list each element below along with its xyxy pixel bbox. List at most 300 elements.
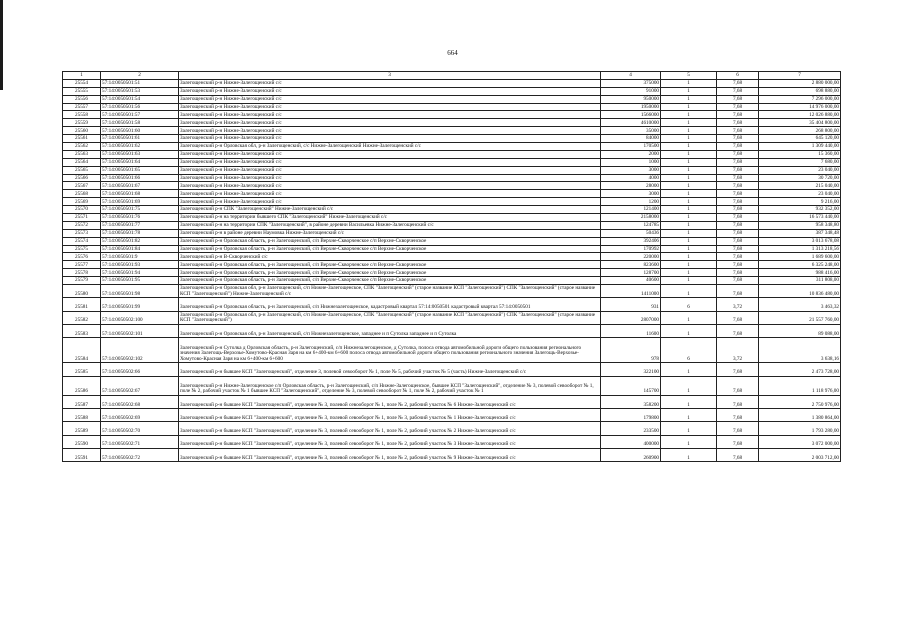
value-cell: 988 416,00 [759,269,841,277]
value-cell: 311 808,00 [759,277,841,285]
share-cell: 1 [661,206,717,214]
value-cell: 10 836 480,00 [759,285,841,298]
share-cell: 1 [661,237,717,245]
cadastral-number: 57:14:0050501:75 [101,206,179,214]
cadastral-number: 57:14:0050501:77 [101,221,179,229]
rate-cell: 7,68 [717,221,759,229]
row-number: 25558 [63,111,101,119]
column-header: 7 [759,72,841,80]
address-cell: Залегощенский р-н Орловская обл, р-н Залегощенский, с/п Нижнезалегощенское, западнее и п Сутолка западнее и п Сутолка [179,324,601,337]
area-cell: 978 [601,338,661,363]
value-cell: 2 003 712,00 [759,449,841,462]
share-cell: 1 [661,363,717,376]
share-cell: 1 [661,87,717,95]
area-cell: 170500 [601,143,661,151]
table-row [63,206,841,214]
cadastral-number: 57:14:0050501:84 [101,245,179,253]
cadastral-number: 57:14:0050501:65 [101,166,179,174]
address-cell: Залегощенский р-н Орловская обл, р-н Залегощенский, с/п Нижне-Залегощенское, СПК "Залегощенский" (старое название КСП "Залегощенский") СПК "Залегощенский" (старое название КСП "Залегощенский") Нижне-Залегощенский с/с [179,285,601,298]
area-cell: 1000 [601,158,661,166]
cadastral-number: 57:14:0050501:69 [101,198,179,206]
cadastral-number: 57:14:0050501:57 [101,111,179,119]
cadastral-number: 57:14:0050502:70 [101,422,179,435]
row-number: 25580 [63,285,101,298]
row-number: 25555 [63,87,101,95]
value-cell: 958 348,80 [759,221,841,229]
table-header-row [63,72,841,80]
address-cell: Залегощенский р-н Нижне-Залегощенский с/с [179,198,601,206]
row-number: 25569 [63,198,101,206]
rate-cell: 7,68 [717,95,759,103]
row-number: 25576 [63,253,101,261]
table-row [63,285,841,298]
row-number: 25583 [63,324,101,337]
rate-cell: 7,68 [717,135,759,143]
share-cell: 1 [661,449,717,462]
table-row [63,150,841,158]
table-row [63,422,841,435]
value-cell: 2 473 728,00 [759,363,841,376]
area-cell: 1200 [601,198,661,206]
page-edge-mark [0,0,3,90]
table-row [63,277,841,285]
value-cell: 12 026 880,00 [759,111,841,119]
rate-cell: 7,68 [717,87,759,95]
cadastral-number: 57:14:0050501:9 [101,253,179,261]
cadastral-number: 57:14:0050501:56 [101,103,179,111]
share-cell: 1 [661,119,717,127]
area-cell: 3000 [601,166,661,174]
row-number: 25573 [63,229,101,237]
value-cell: 6 325 248,00 [759,261,841,269]
table-row [63,395,841,408]
value-cell: 3 463,32 [759,298,841,311]
address-cell: Залегощенский р-н Нижне-Залегощенский с/с [179,158,601,166]
value-cell: 23 040,00 [759,190,841,198]
share-cell: 1 [661,261,717,269]
value-cell: 35 404 800,00 [759,119,841,127]
area-cell: 220000 [601,253,661,261]
area-cell: 1566000 [601,111,661,119]
value-cell: 268 800,00 [759,127,841,135]
table-row [63,190,841,198]
value-cell: 2 880 000,00 [759,79,841,87]
table-row [63,174,841,182]
address-cell: Залегощенский р-н бывшее КСП "Залегощенский", отделение № 3, полевой севооборот № 1, поле № 2, рабочий участок № 3 Нижне-Залегощенский с/с [179,435,601,448]
value-cell: 3 072 000,00 [759,435,841,448]
address-cell: Залегощенский р-н Орловская обл, р-н Залегощенский, с/с Нижне-Залегощенский Нижне-Залегощенский с/с [179,143,601,151]
row-number: 25571 [63,214,101,222]
rate-cell: 3,72 [717,298,759,311]
area-cell: 375000 [601,79,661,87]
row-number: 25578 [63,269,101,277]
share-cell: 1 [661,182,717,190]
cadastral-number: 57:14:0050501:51 [101,79,179,87]
table-row [63,143,841,151]
address-cell: Залегощенский р-н Нижне-Залегощенский с/с [179,79,601,87]
share-cell: 1 [661,143,717,151]
share-cell: 1 [661,127,717,135]
value-cell: 215 040,00 [759,182,841,190]
share-cell: 6 [661,338,717,363]
row-number: 25586 [63,376,101,395]
address-cell: Залегощенский р-н Орловская область, р-н Залегощенский, с/п Верхне-Скворченское с/п Верхне-Скворченское [179,261,601,269]
rate-cell: 7,68 [717,103,759,111]
row-number: 25581 [63,298,101,311]
rate-cell: 7,68 [717,269,759,277]
address-cell: Залегощенский р-н на территории СПК "Залегощенский", в районе деревни Васильевка Нижне-Залегощенский с/с [179,221,601,229]
page-number: 664 [447,49,458,57]
rate-cell: 7,68 [717,127,759,135]
share-cell: 1 [661,376,717,395]
table-row [63,103,841,111]
table-row [63,409,841,422]
row-number: 25567 [63,182,101,190]
cadastral-number: 57:14:0050501:58 [101,119,179,127]
row-number: 25570 [63,206,101,214]
table-row [63,449,841,462]
value-cell: 1 689 600,00 [759,253,841,261]
address-cell: Залегощенский р-н Нижне-Залегощенский с/с [179,135,601,143]
share-cell: 1 [661,285,717,298]
share-cell: 1 [661,174,717,182]
value-cell: 2 750 976,00 [759,395,841,408]
share-cell: 1 [661,190,717,198]
address-cell: Залегощенский р-н Нижне-Залегощенский с/с [179,166,601,174]
column-header: 1 [63,72,101,80]
table-row [63,214,841,222]
table-row [63,324,841,337]
value-cell: 698 880,00 [759,87,841,95]
rate-cell: 7,68 [717,214,759,222]
area-cell: 950000 [601,95,661,103]
table-row [63,363,841,376]
cadastral-number: 57:14:0050501:63 [101,150,179,158]
table-row [63,111,841,119]
table-row [63,298,841,311]
table-row [63,338,841,363]
address-cell: Залегощенский р-н бывшее КСП "Залегощенский", отделение 3, полевой севооборот № 1, поле № 5, рабочий участок № 5 (часть) Нижне-Залегощенский с/с [179,363,601,376]
value-cell: 1 380 864,00 [759,409,841,422]
column-header: 6 [717,72,759,80]
address-cell: Залегощенский р-н Нижне-Залегощенский с/с [179,190,601,198]
cadastral-number: 57:14:0050501:64 [101,158,179,166]
rate-cell: 7,68 [717,190,759,198]
address-cell: Залегощенский р-н Нижне-Залегощенский с/с [179,103,601,111]
row-number: 25572 [63,221,101,229]
area-cell: 84000 [601,135,661,143]
cadastral-number: 57:14:0050501:61 [101,135,179,143]
area-cell: 2158000 [601,214,661,222]
area-cell: 4000 [601,174,661,182]
share-cell: 1 [661,198,717,206]
table-row [63,435,841,448]
cadastral-number: 57:14:0050501:53 [101,87,179,95]
share-cell: 1 [661,253,717,261]
share-cell: 1 [661,111,717,119]
table-row [63,166,841,174]
address-cell: Залегощенский р-н бывшее КСП "Залегощенский", отделение № 3, полевой севооборот № 1, поле № 2, рабочий участок № 2 Нижне-Залегощенский с/с [179,422,601,435]
cadastral-number: 57:14:0050502:72 [101,449,179,462]
address-cell: Залегощенский р-н Нижне-Залегощенский с/с [179,111,601,119]
rate-cell: 7,68 [717,182,759,190]
share-cell: 1 [661,95,717,103]
table-row [63,119,841,127]
value-cell: 387 348,48 [759,229,841,237]
share-cell: 1 [661,269,717,277]
area-cell: 358200 [601,395,661,408]
address-cell: Залегощенский р-н Орловская область, р-н Залегощенский, с/п Верхне-Скворченское с/п Верхне-Скворченское [179,245,601,253]
address-cell: Залегощенский р-н Нижне-Залегощенский с/с [179,95,601,103]
share-cell: 1 [661,135,717,143]
share-cell: 1 [661,324,717,337]
share-cell: 1 [661,158,717,166]
row-number: 25584 [63,338,101,363]
cadastral-number: 57:14:0050501:94 [101,269,179,277]
rate-cell: 7,68 [717,449,759,462]
rate-cell: 7,68 [717,261,759,269]
address-cell: Залегощенский р-н Нижне-Залегощенский с/с [179,87,601,95]
column-header: 4 [601,72,661,80]
address-cell: Залегощенский р-н бывшее КСП "Залегощенский", отделение № 3, полевой севооборот № 1, поле № 2, рабочий участок № 9 Нижне-Залегощенский с/с [179,449,601,462]
area-cell: 124785 [601,221,661,229]
share-cell: 1 [661,422,717,435]
share-cell: 1 [661,409,717,422]
rate-cell: 7,68 [717,363,759,376]
row-number: 25585 [63,363,101,376]
cadastral-number: 57:14:0050502:68 [101,395,179,408]
cadastral-number: 57:14:0050502:100 [101,311,179,324]
cadastral-number: 57:14:0050501:98 [101,285,179,298]
cadastral-number: 57:14:0050502:71 [101,435,179,448]
row-number: 25559 [63,119,101,127]
table-row [63,269,841,277]
row-number: 25589 [63,422,101,435]
row-number: 25574 [63,237,101,245]
table-body [63,72,841,462]
share-cell: 1 [661,311,717,324]
column-header: 2 [101,72,179,80]
table-row [63,245,841,253]
row-number: 25556 [63,95,101,103]
rate-cell: 7,68 [717,229,759,237]
value-cell: 15 360,00 [759,150,841,158]
cadastral-number: 57:14:0050502:67 [101,376,179,395]
rate-cell: 7,68 [717,111,759,119]
address-cell: Залегощенский р-н Нижне-Залегощенский с/с [179,127,601,135]
rate-cell: 7,68 [717,79,759,87]
share-cell: 1 [661,103,717,111]
cadastral-number: 57:14:0050501:60 [101,127,179,135]
share-cell: 1 [661,435,717,448]
cadastral-number: 57:14:0050501:93 [101,261,179,269]
area-cell: 931 [601,298,661,311]
table-row [63,127,841,135]
cadastral-number: 57:14:0050502:101 [101,324,179,337]
row-number: 25554 [63,79,101,87]
area-cell: 50436 [601,229,661,237]
row-number: 25560 [63,127,101,135]
value-cell: 30 720,00 [759,174,841,182]
address-cell: Залегощенский р-н В-Скворченский с/с [179,253,601,261]
cadastral-number: 57:14:0050502:102 [101,338,179,363]
address-cell: Залегощенский р-н Нижне-Залегощенский с/с [179,119,601,127]
value-cell: 9 216,00 [759,198,841,206]
area-cell: 121400 [601,206,661,214]
cadastral-number: 57:14:0050502:66 [101,363,179,376]
share-cell: 1 [661,245,717,253]
area-cell: 11600 [601,324,661,337]
address-cell: Залегощенский р-н Орловская область, р-н Залегощенский, с/п Верхне-Скворченское с/п Верхне-Скворченское [179,269,601,277]
cadastral-number: 57:14:0050501:54 [101,95,179,103]
address-cell: Залегощенский р-н Сутолка д Орловская область, р-н Залегощенский, с/п Нижнезалегощенское, д Сутолка, полоса отвода автомобильной дороги общего пользования регионального значения Залегощь-Верхозье-Хомутово-Красная Заря на км 6+400-км 6+600 полоса отвода автомобильной дороги общего пользования регионального значения Залегощь-Верхозье-Хомутово-Красная Заря на км 6+400-км 6+600 [179,338,601,363]
rate-cell: 7,68 [717,198,759,206]
row-number: 25588 [63,409,101,422]
row-number: 25562 [63,143,101,151]
column-header: 3 [179,72,601,80]
rate-cell: 7,68 [717,422,759,435]
area-cell: 3000 [601,190,661,198]
address-cell: Залегощенский р-н Нижне-Залегощенский с/с [179,150,601,158]
share-cell: 1 [661,277,717,285]
area-cell: 260900 [601,449,661,462]
share-cell: 1 [661,166,717,174]
value-cell: 1 309 440,00 [759,143,841,151]
value-cell: 1 118 976,00 [759,376,841,395]
cadastral-number: 57:14:0050501:76 [101,214,179,222]
table-row [63,198,841,206]
value-cell: 14 976 000,00 [759,103,841,111]
area-cell: 170992 [601,245,661,253]
area-cell: 35000 [601,127,661,135]
area-cell: 28000 [601,182,661,190]
row-number: 25590 [63,435,101,448]
table-row [63,135,841,143]
rate-cell: 7,68 [717,119,759,127]
address-cell: Залегощенский р-н Нижне-Залегощенское с/п Орловская область, р-н Залегощенский, с/п Нижне-Залегощенское, бывшее КСП "Залегощенский", отделение № 3, полевой севооборот № 1, поле № 2, рабочий участок № 1 бывшее КСП "Залегощенский", отделение № 3, полевой севооборот № 1, поле № 2, рабочий участок № 1 [179,376,601,395]
area-cell: 145700 [601,376,661,395]
row-number: 25568 [63,190,101,198]
area-cell: 40600 [601,277,661,285]
area-cell: 392406 [601,237,661,245]
rate-cell: 7,68 [717,174,759,182]
share-cell: 1 [661,395,717,408]
value-cell: 645 120,00 [759,135,841,143]
row-number: 25582 [63,311,101,324]
table-row [63,158,841,166]
cadastral-number: 57:14:0050501:66 [101,174,179,182]
cadastral-number: 57:14:0050501:78 [101,229,179,237]
value-cell: 3 013 678,08 [759,237,841,245]
share-cell: 6 [661,298,717,311]
row-number: 25591 [63,449,101,462]
cadastral-number: 57:14:0050501:67 [101,182,179,190]
area-cell: 179800 [601,409,661,422]
row-number: 25566 [63,174,101,182]
area-cell: 128700 [601,269,661,277]
table-row [63,229,841,237]
share-cell: 1 [661,221,717,229]
row-number: 25579 [63,277,101,285]
table-row [63,221,841,229]
cadastral-number: 57:14:0050501:68 [101,190,179,198]
table-row [63,253,841,261]
column-header: 5 [661,72,717,80]
row-number: 25564 [63,158,101,166]
address-cell: Залегощенский р-н Нижне-Залегощенский с/с [179,174,601,182]
row-number: 25561 [63,135,101,143]
address-cell: Залегощенский р-н бывшее КСП "Залегощенский", отделение № 3, полевой севооборот № 1, поле № 3, рабочий участок № 1 Нижне-Залегощенский с/с [179,409,601,422]
value-cell: 7 680,00 [759,158,841,166]
address-cell: Залегощенский р-н Нижне-Залегощенский с/с [179,182,601,190]
table-row [63,376,841,395]
rate-cell: 7,68 [717,143,759,151]
share-cell: 1 [661,214,717,222]
rate-cell: 7,68 [717,409,759,422]
rate-cell: 7,68 [717,150,759,158]
row-number: 25557 [63,103,101,111]
rate-cell: 7,68 [717,311,759,324]
rate-cell: 7,68 [717,166,759,174]
address-cell: Залегощенский р-н Орловская область, р-н Залегощенский, с/п Верхне-Скворченское с/п Верхне-Скворченское [179,277,601,285]
value-cell: 23 040,00 [759,166,841,174]
area-cell: 1950000 [601,103,661,111]
cadastral-number: 57:14:0050501:82 [101,237,179,245]
table-row [63,237,841,245]
table-row [63,261,841,269]
cadastral-table [62,71,841,462]
area-cell: 2807000 [601,311,661,324]
table-row [63,95,841,103]
cadastral-number: 57:14:0050501:99 [101,298,179,311]
area-cell: 91000 [601,87,661,95]
table-row [63,79,841,87]
value-cell: 16 573 440,00 [759,214,841,222]
rate-cell: 7,68 [717,245,759,253]
value-cell: 3 638,16 [759,338,841,363]
row-number: 25577 [63,261,101,269]
address-cell: Залегощенский р-н СПК "Залегощенский" Нижне-Залегощенский с/с [179,206,601,214]
value-cell: 7 296 000,00 [759,95,841,103]
area-cell: 233500 [601,422,661,435]
share-cell: 1 [661,150,717,158]
share-cell: 1 [661,229,717,237]
value-cell: 1 313 218,56 [759,245,841,253]
table-row [63,311,841,324]
area-cell: 322100 [601,363,661,376]
rate-cell: 7,68 [717,376,759,395]
rate-cell: 7,68 [717,253,759,261]
value-cell: 89 088,00 [759,324,841,337]
address-cell: Залегощенский р-н на территории бывшего СПК "Залегощенский" Нижне-Залегощенский с/с [179,214,601,222]
value-cell: 1 793 280,00 [759,422,841,435]
row-number: 25563 [63,150,101,158]
address-cell: Залегощенский р-н в районе деревни Наумовка Нижне-Залегощенский с/с [179,229,601,237]
rate-cell: 7,68 [717,285,759,298]
address-cell: Залегощенский р-н бывшее КСП "Залегощенский", отделение № 3, полевой севооборот № 1, поле № 2, рабочий участок № 6 Нижне-Залегощенский с/с [179,395,601,408]
rate-cell: 7,68 [717,206,759,214]
cadastral-number: 57:14:0050501:95 [101,277,179,285]
area-cell: 823600 [601,261,661,269]
address-cell: Залегощенский р-н Орловская область, р-н Залегощенский, с/п Верхне-Скворченское с/п Верхне-Скворченское [179,237,601,245]
rate-cell: 7,68 [717,237,759,245]
rate-cell: 7,68 [717,324,759,337]
address-cell: Залегощенский р-н Орловская область, р-н Залегощенский, с/п Нижнезалегощенское, кадастровый квартал 57:14:0050501 кадастровый квартал 57:14:0050501 [179,298,601,311]
area-cell: 4610000 [601,119,661,127]
table-row [63,87,841,95]
row-number: 25565 [63,166,101,174]
address-cell: Залегощенский р-н Орловская обл, р-н Залегощенский, с/п Нижне-Залегощенское, СПК "Залегощенский" (старое название КСП "Залегощенский") СПК "Залегощенский" (старое название КСП "Залегощенский") [179,311,601,324]
